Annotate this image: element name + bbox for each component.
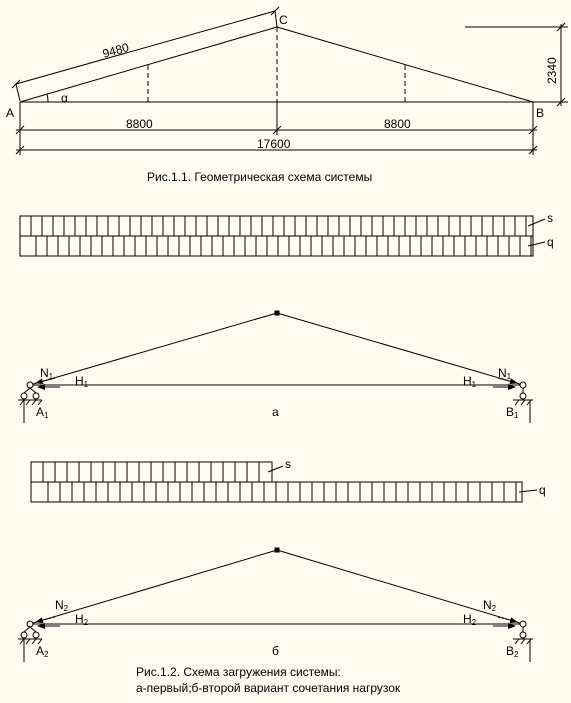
- snow-load-label: s: [547, 211, 553, 225]
- scheme-b-label: б: [272, 644, 279, 658]
- figure-2-caption-line2: а-первый;б-второй вариант сочетания нагрузок: [136, 681, 401, 695]
- h1-left-label: H1: [75, 374, 89, 389]
- half-span-right-value: 8800: [384, 117, 411, 131]
- a2-label: A2: [36, 644, 49, 659]
- n2-left-label: N2: [55, 598, 69, 613]
- slope-dimension-value: 9480: [100, 40, 131, 61]
- n1-right-label: N1: [498, 366, 512, 381]
- span-dimension-value: 17600: [257, 137, 291, 151]
- n2-right-label: N2: [483, 598, 497, 613]
- h2-left-label: H2: [75, 612, 89, 627]
- n1-left-label: N1: [40, 366, 54, 381]
- angle-arc: [47, 94, 48, 102]
- snow-load-label-2: s: [285, 457, 291, 471]
- dead-load-label: q: [547, 235, 554, 249]
- dead-load-label-2: q: [539, 483, 546, 497]
- h2-right-label: H2: [463, 612, 477, 627]
- geometric-scheme: [12, 7, 568, 155]
- b1-label: B1: [506, 405, 519, 420]
- b2-label: B2: [506, 644, 519, 659]
- partial-load-diagram: [31, 462, 537, 502]
- full-load-diagram: [20, 216, 545, 256]
- figure-2-caption-line1: Рис.1.2. Схема загружения системы:: [136, 665, 341, 679]
- h1-right-label: H1: [463, 374, 477, 389]
- point-a-label: A: [6, 106, 15, 120]
- angle-label: α: [61, 91, 68, 105]
- point-b-label: B: [536, 106, 545, 120]
- point-c-label: C: [279, 13, 288, 27]
- figure-1-caption: Рис.1.1. Геометрическая схема системы: [147, 170, 373, 184]
- half-span-left-value: 8800: [126, 117, 153, 131]
- a1-label: A1: [36, 405, 49, 420]
- slope-dimension-line: [16, 11, 275, 84]
- scheme-a-label: а: [272, 405, 279, 419]
- height-dimension-value: 2340: [545, 57, 559, 84]
